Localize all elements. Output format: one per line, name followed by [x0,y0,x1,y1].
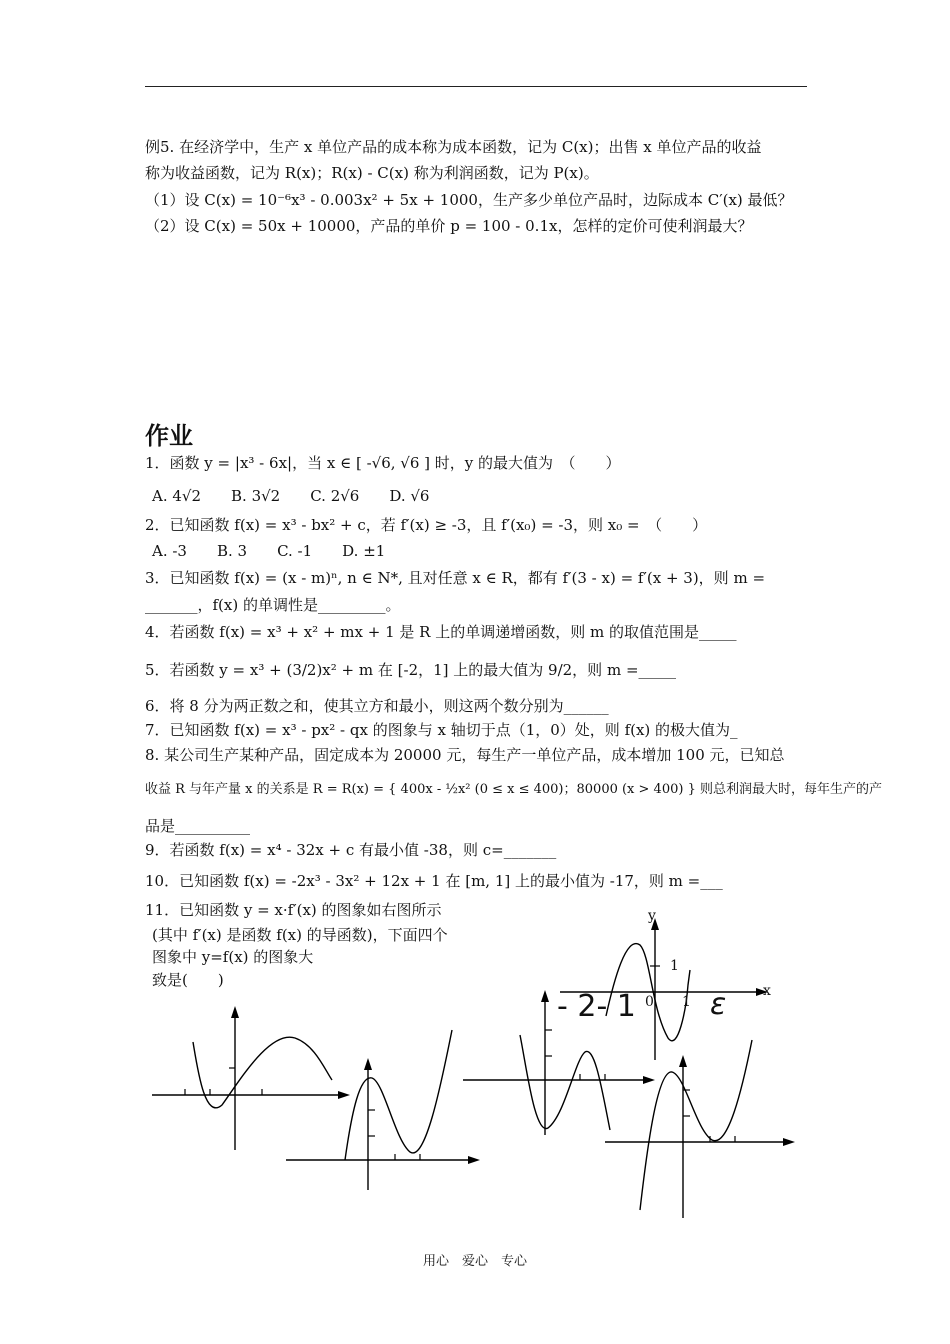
graph-b-y-arrow [364,1058,372,1070]
example-line-4: （2）设 C(x) = 50x + 10000，产品的单价 p = 100 - 0.1x，怎样的定价可使利润最大？ [145,217,753,235]
graph-d-y-arrow [679,1055,687,1067]
label-y: y [648,908,656,924]
problem-11-line-4: 致是( ) [152,971,224,989]
footer-motto: 用心 爱心 专心 [422,1254,527,1269]
example-line-1: 例5. 在经济学中，生产 x 单位产品的成本称为成本函数，记为 C(x)；出售 x 单位产品的收益 [145,138,762,156]
graph-a-curve [193,1037,332,1108]
example-line-2: 称为收益函数，记为 R(x)；R(x) - C(x) 称为利润函数，记为 P(x)。 [145,164,599,182]
label-neg: - 2- 1 [557,989,636,1024]
option-graph-a [152,1006,350,1150]
problem-5: 5．若函数 y = x³ + (3/2)x² + m 在 [-2，1] 上的最大值为 9/2，则 m =_____ [145,661,677,679]
option-graph-d [605,1040,795,1218]
graph-c-curve [520,1035,610,1130]
problem-1: 1．函数 y = |x³ - 6x|，当 x ∈ [ -√6, √6 ] 时，y 的最大值为 （ ） [145,454,621,472]
problem-3-line-1: 3．已知函数 f(x) = (x - m)ⁿ, n ∈ N*, 且对任意 x ∈ R，都有 f′(3 - x) = f′(x + 3)，则 m = [145,569,766,587]
problem-11-line-2: (其中 f′(x) 是函数 f(x) 的导函数)，下面四个 [152,926,448,944]
problem-11-line-3: 图象中 y=f(x) 的图象大 [152,948,314,966]
label-zero: 0 [645,994,654,1010]
graph-d-curve [640,1040,752,1210]
graph-a-x-arrow [338,1091,350,1099]
graph-b-curve [345,1030,452,1160]
label-one-x: 1 [682,994,691,1010]
homework-title: 作业 [145,422,193,450]
problem-4: 4．若函数 f(x) = x³ + x² + mx + 1 是 R 上的单调递增函数，则 m 的取值范围是_____ [145,623,737,641]
problem-10: 10．已知函数 f(x) = -2x³ - 3x² + 12x + 1 在 [m, 1] 上的最小值为 -17，则 m =___ [145,872,723,890]
problem-9: 9．若函数 f(x) = x⁴ - 32x + c 有最小值 -38，则 c=_______ [145,841,557,859]
problem-2-options: A. -3 B. 3 C. -1 D. ±1 [152,542,386,560]
graph-d-x-arrow [783,1138,795,1146]
label-one: 1 [670,958,679,974]
label-x: x [763,983,771,999]
reference-graph [557,908,771,1060]
problem-6: 6．将 8 分为两正数之和，使其立方和最小，则这两个数分别为______ [145,697,609,715]
label-eps: ε [710,987,727,1022]
example-line-3: （1）设 C(x) = 10⁻⁶x³ - 0.003x² + 5x + 1000，生产多少单位产品时，边际成本 C′(x) 最低？ [145,191,793,209]
problem-8-line-3: 品是__________ [145,817,251,835]
problem-7: 7．已知函数 f(x) = x³ - px² - qx 的图象与 x 轴切于点（1，0）处，则 f(x) 的极大值为_ [145,721,738,739]
graph-c-y-arrow [541,990,549,1002]
problem-1-options: A. 4√2 B. 3√2 C. 2√6 D. √6 [152,487,430,505]
problem-2: 2．已知函数 f(x) = x³ - bx² + c，若 f′(x) ≥ -3，且 f′(x₀) = -3，则 x₀ = （ ） [145,516,708,534]
problem-3-line-2: _______，f(x) 的单调性是_________。 [145,596,401,614]
graph-a-y-arrow [231,1006,239,1018]
problem-8-line-2: 收益 R 与年产量 x 的关系是 R = R(x) = { 400x - ½x² (0 ≤ x ≤ 400)；80000 (x > 400) } 则总利润最大时，每年生产的产 [145,782,882,797]
problem-11-line-1: 11．已知函数 y = x·f′(x) 的图象如右图所示 [145,901,442,919]
problem-8-line-1: 8. 某公司生产某种产品，固定成本为 20000 元，每生产一单位产品，成本增加 100 元，已知总 [145,746,785,764]
graph-b-x-arrow [468,1156,480,1164]
graph-c-x-arrow [643,1076,655,1084]
